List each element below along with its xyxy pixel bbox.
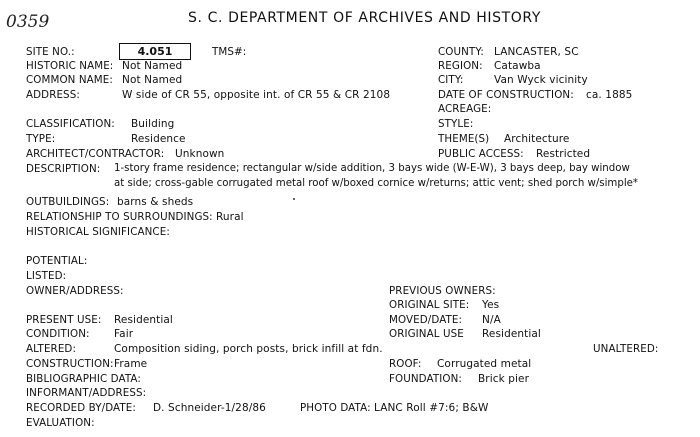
county-label: COUNTY: [438,46,484,58]
condition-value: Fair [114,328,134,340]
previous-owners-label: PREVIOUS OWNERS: [389,285,496,297]
historical-significance-label: HISTORICAL SIGNIFICANCE: [26,226,170,238]
county-value: LANCASTER, SC [494,46,579,58]
address-value: W side of CR 55, opposite int. of CR 55 & CR 2108 [122,89,391,101]
condition-label: CONDITION: [26,328,90,340]
roof-value: Corrugated metal [437,358,532,370]
page-title: S. C. DEPARTMENT OF ARCHIVES AND HISTORY [188,10,541,26]
recorded-by-label: RECORDED BY/DATE: [26,402,136,414]
city-label: CITY: [438,74,464,86]
altered-label: ALTERED: [26,343,77,355]
date-construction-label: DATE OF CONSTRUCTION: [438,89,574,101]
unaltered-label: UNALTERED: [593,343,659,355]
relationship-value: Rural [216,211,244,223]
foundation-value: Brick pier [478,373,529,385]
classification-value: Building [131,118,175,130]
handwritten-number: 0359 [6,12,50,32]
moved-date-label: MOVED/DATE: [389,314,463,326]
relationship-label: RELATIONSHIP TO SURROUNDINGS: [26,211,213,223]
moved-date-value: N/A [482,314,501,326]
listed-label: LISTED: [26,270,67,282]
public-access-label: PUBLIC ACCESS: [438,148,524,160]
tms-label: TMS#: [212,46,247,58]
city-value: Van Wyck vicinity [494,74,588,86]
evaluation-label: EVALUATION: [26,417,95,429]
type-value: Residence [131,133,186,145]
original-use-label: ORIGINAL USE [389,328,464,340]
present-use-label: PRESENT USE: [26,314,102,326]
site-no-box [119,43,191,60]
architect-label: ARCHITECT/CONTRACTOR: [26,148,165,160]
description-line-2: at side; cross-gable corrugated metal roof w/boxed cornice w/returns; attic vent; shed porch w/simple* [114,178,639,189]
outbuildings-value: barns & sheds [117,196,194,208]
themes-value: Architecture [504,133,570,145]
construction-value: Frame [114,358,148,370]
region-value: Catawba [494,60,541,72]
acreage-label: ACREAGE: [438,103,492,115]
site-no-value: 4.051 [137,45,173,58]
informant-label: INFORMANT/ADDRESS: [26,387,147,399]
type-label: TYPE: [26,133,56,145]
historic-name-label: HISTORIC NAME: [26,60,114,72]
date-construction-value: ca. 1885 [586,89,633,101]
bibliographic-label: BIBLIOGRAPHIC DATA: [26,373,141,385]
address-label: ADDRESS: [26,89,80,101]
original-site-value: Yes [482,299,500,311]
stray-mark [293,198,295,200]
classification-label: CLASSIFICATION: [26,118,115,130]
photo-data-value: LANC Roll #7:6; B&W [374,402,489,414]
potential-label: POTENTIAL: [26,255,88,267]
original-site-label: ORIGINAL SITE: [389,299,470,311]
owner-address-label: OWNER/ADDRESS: [26,285,124,297]
foundation-label: FOUNDATION: [389,373,462,385]
description-line-1: 1-story frame residence; rectangular w/side addition, 3 bays wide (W-E-W), 3 bays deep, bay window [114,163,630,174]
site-no-label: SITE NO.: [26,46,75,58]
historic-name-value: Not Named [122,60,183,72]
outbuildings-label: OUTBUILDINGS: [26,196,110,208]
public-access-value: Restricted [536,148,591,160]
present-use-value: Residential [114,314,173,326]
altered-value: Composition siding, porch posts, brick infill at fdn. [114,343,383,355]
style-label: STYLE: [438,118,474,130]
common-name-value: Not Named [122,74,183,86]
description-label: DESCRIPTION: [26,163,101,175]
region-label: REGION: [438,60,483,72]
construction-label: CONSTRUCTION: [26,358,114,370]
photo-data-label: PHOTO DATA: [300,402,371,414]
architect-value: Unknown [175,148,225,160]
original-use-value: Residential [482,328,541,340]
common-name-label: COMMON NAME: [26,74,113,86]
recorded-by-value: D. Schneider-1/28/86 [153,402,266,414]
roof-label: ROOF: [389,358,422,370]
themes-label: THEME(S) [438,133,490,145]
